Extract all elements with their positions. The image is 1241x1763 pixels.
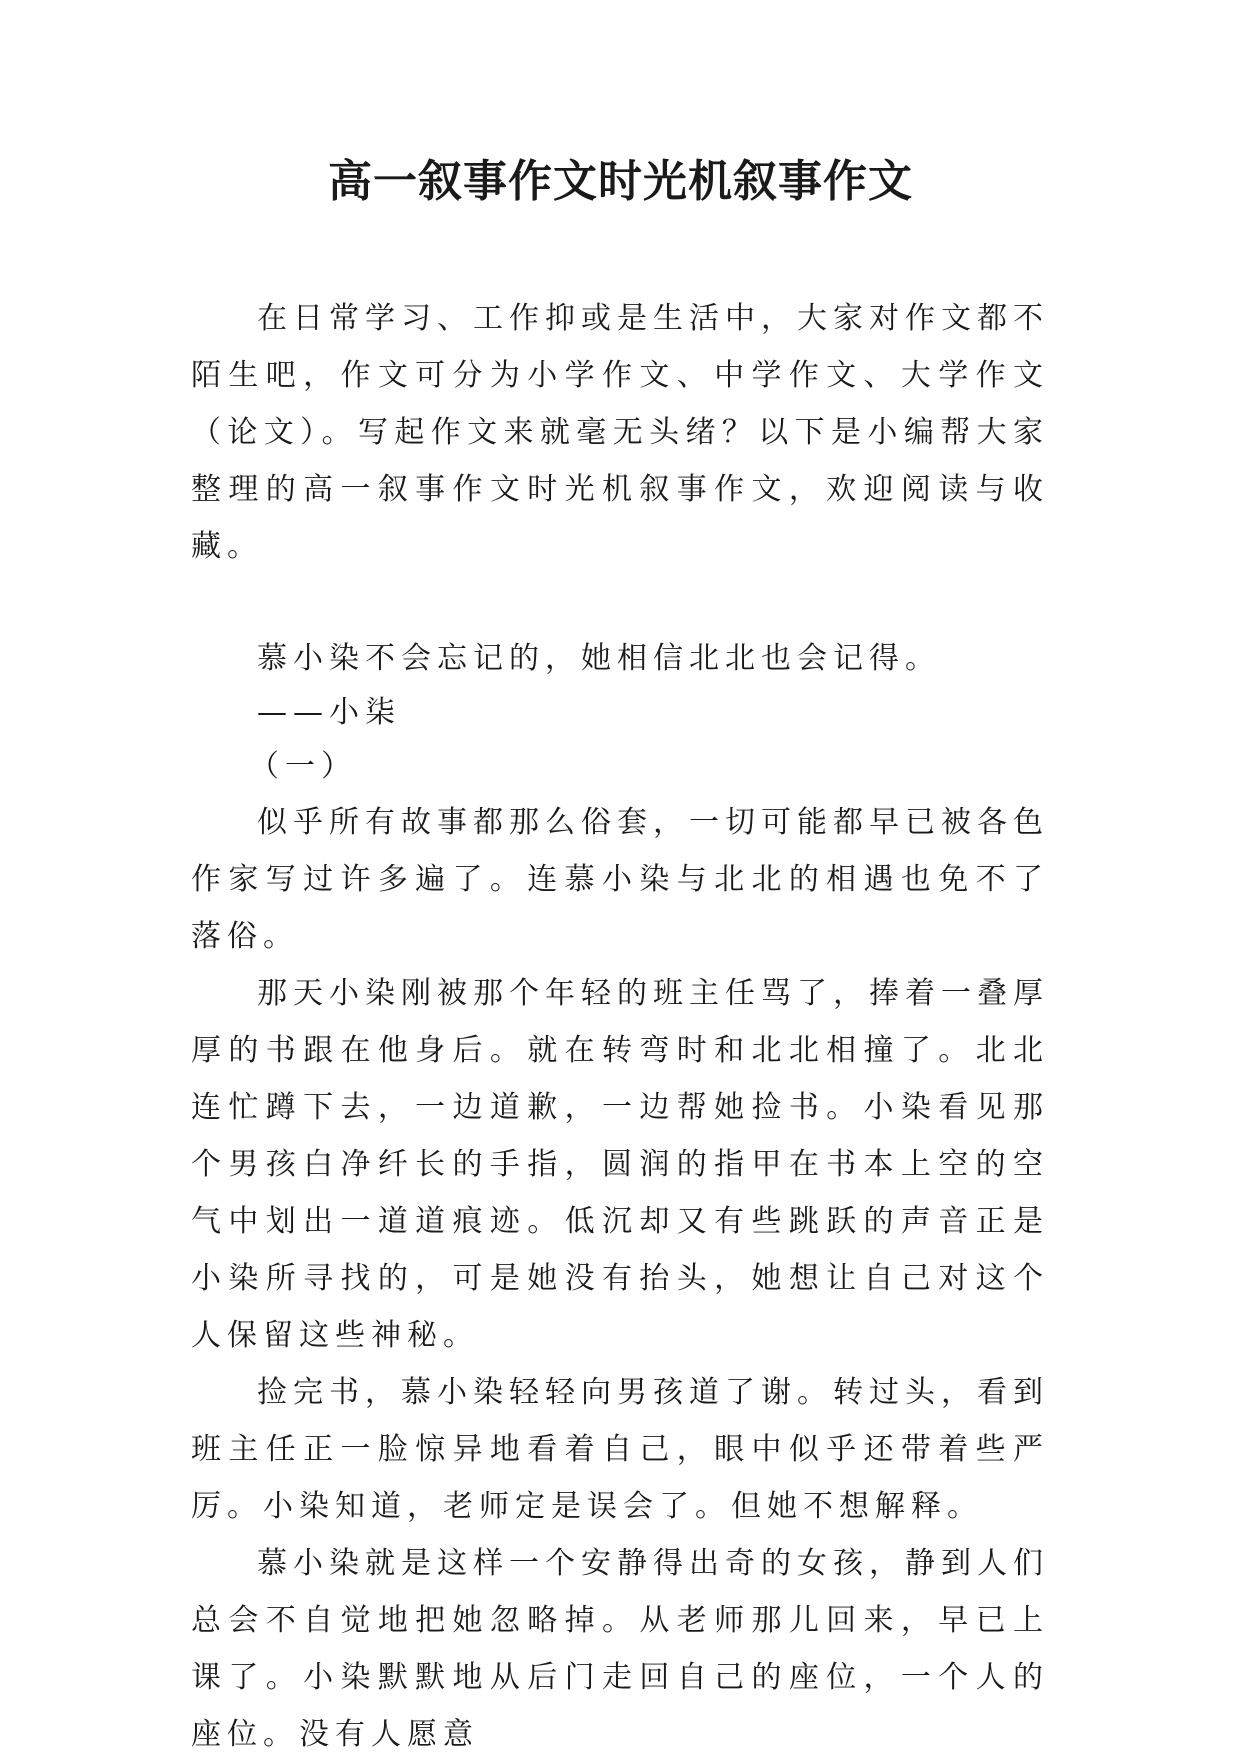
body-paragraph: 似乎所有故事都那么俗套，一切可能都早已被各色作家写过许多遍了。连慕小染与北北的相遇也免不了落俗。 <box>191 805 1049 954</box>
intro-paragraph: 在日常学习、工作抑或是生活中，大家对作文都不陌生吧，作文可分为小学作文、中学作文、大学作文（论文）。写起作文来就毫无头绪？以下是小编帮大家整理的高一叙事作文时光机叙事作文，欢迎阅读与收藏。 <box>191 301 1049 564</box>
body-paragraph: 那天小染刚被那个年轻的班主任骂了，捧着一叠厚厚的书跟在他身后。就在转弯时和北北相撞了。北北连忙蹲下去，一边道歉，一边帮她捡书。小染看见那个男孩白净纤长的手指，圆润的指甲在书本上空的空气中划出一道道痕迹。低沉却又有些跳跃的声音正是小染所寻找的，可是她没有抬头，她想让自己对这个人保留这些神秘。 <box>191 976 1049 1353</box>
document-title: 高一叙事作文时光机叙事作文 <box>328 156 913 207</box>
document-body <box>191 290 1049 1763</box>
body-paragraph: 慕小染就是这样一个安静得出奇的女孩，静到人们总会不自觉地把她忽略掉。从老师那儿回来，早已上课了。小染默默地从后门走回自己的座位，一个人的座位。没有人愿意 <box>191 1546 1049 1752</box>
paragraph-spacer <box>191 575 1049 632</box>
epigraph-attribution: ——小柒 <box>257 695 401 730</box>
body-paragraph: 捡完书，慕小染轻轻向男孩道了谢。转过头，看到班主任正一脸惊异地看着自己，眼中似乎还带着些严厉。小染知道，老师定是误会了。但她不想解释。 <box>191 1375 1049 1524</box>
section-marker: （一） <box>249 749 357 784</box>
epigraph: 慕小染不会忘记的，她相信北北也会记得。 <box>257 641 941 676</box>
